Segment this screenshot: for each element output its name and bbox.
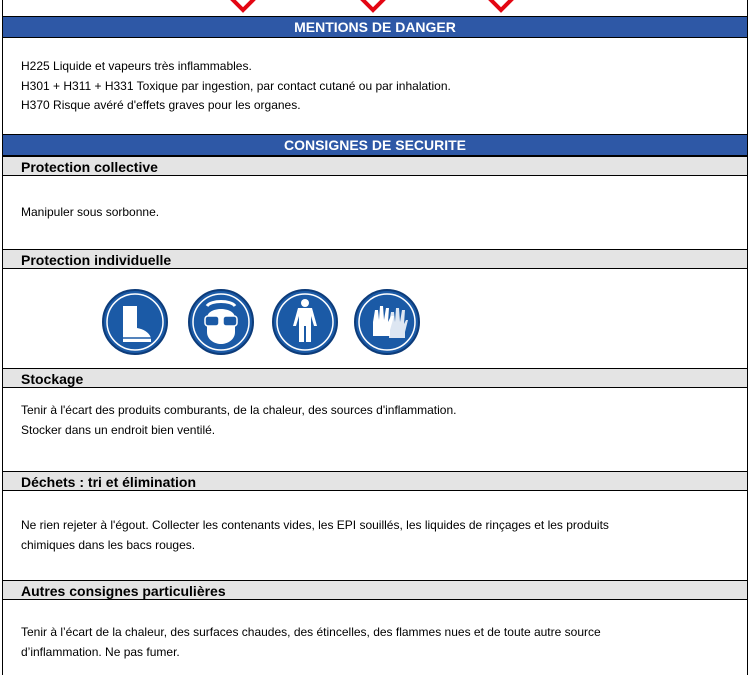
storage-heading: Stockage [3, 368, 747, 388]
safety-sheet [2, 0, 748, 675]
health-hazard-pictogram-icon [483, 0, 519, 14]
storage-text [21, 401, 737, 440]
storage-line: Tenir à l'écart des produits comburants, de la chaleur, des sources d'inflammation. [21, 403, 457, 417]
waste-heading: Déchets : tri et élimination [3, 471, 747, 491]
hazard-statement: H225 Liquide et vapeurs très inflammables. [21, 59, 252, 73]
hazard-statements-list [21, 57, 737, 116]
other-instructions-text [21, 623, 737, 662]
hazard-statement: H301 + H311 + H331 Toxique par ingestion, par contact cutané ou par inhalation. [21, 78, 451, 93]
skull-pictogram-icon [355, 0, 391, 14]
other-instructions-line: d’inflammation. Ne pas fumer. [21, 644, 180, 659]
collective-protection-text [21, 203, 737, 223]
waste-line: chimiques dans les bacs rouges. [21, 537, 196, 552]
storage-line: Stocker dans un endroit bien ventilé. [21, 422, 216, 437]
safety-boots-icon [101, 288, 169, 356]
flame-pictogram-icon [225, 0, 261, 14]
waste-line: Ne rien rejeter à l'égout. Collecter les contenants vides, les EPI souillés, les liquides de rinçages et les produits [21, 518, 609, 532]
protective-suit-icon [271, 288, 339, 356]
safety-instructions-banner: CONSIGNES DE SECURITE [3, 134, 747, 156]
safety-goggles-icon [187, 288, 255, 356]
waste-text [21, 516, 737, 555]
hazard-pictogram-strip [3, 0, 747, 17]
individual-protection-heading: Protection individuelle [3, 249, 747, 269]
gloves-icon [353, 288, 421, 356]
other-instructions-line: Tenir à l’écart de la chaleur, des surfaces chaudes, des étincelles, des flammes nues et de toute autre source [21, 625, 601, 639]
collective-protection-line: Manipuler sous sorbonne. [21, 205, 160, 219]
hazard-statement: H370 Risque avéré d'effets graves pour les organes. [21, 98, 301, 112]
other-instructions-heading: Autres consignes particulières [3, 580, 747, 600]
collective-protection-heading: Protection collective [3, 156, 747, 176]
hazard-statements-banner: MENTIONS DE DANGER [3, 16, 747, 38]
